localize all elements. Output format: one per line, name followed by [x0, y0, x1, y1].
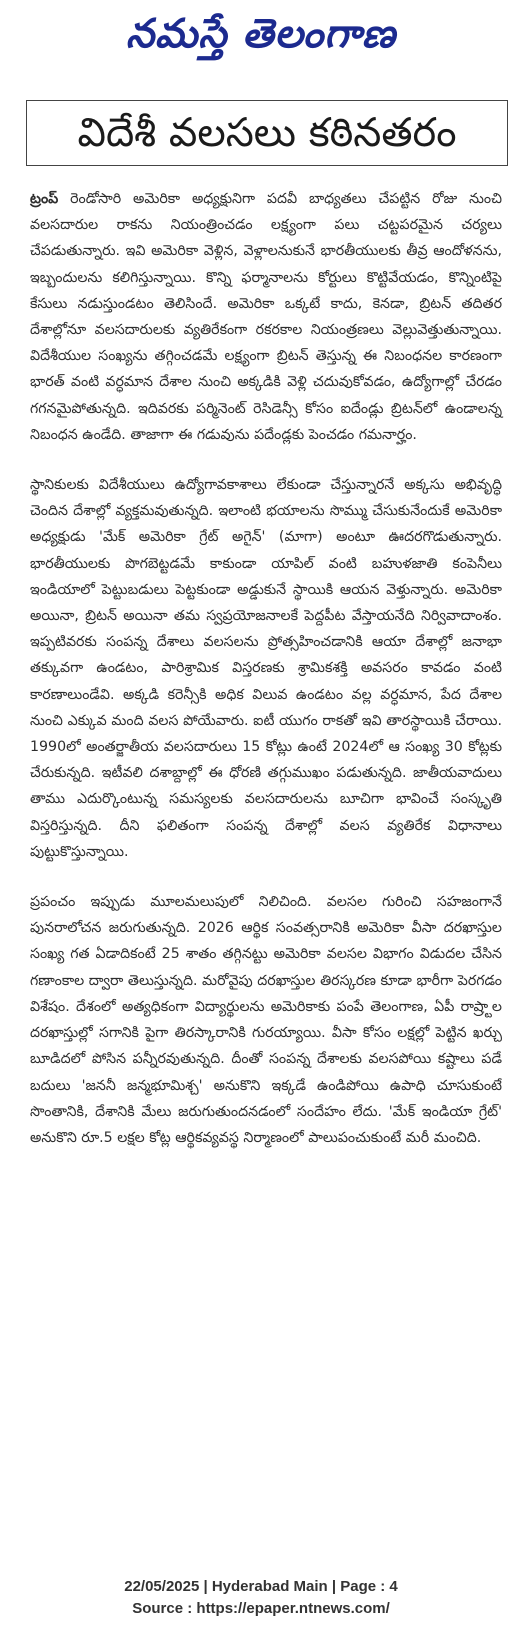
masthead-logo: నమస్తే తెలంగాణ: [125, 10, 397, 57]
paragraph-2: స్థానికులకు విదేశీయులు ఉద్యోగావకాశాలు లేకుండా చేస్తున్నారనే అక్కసు అభివృద్ధి చెందిన దేశాల్లో వ్యక్తమవుతున్నది. ఇలాంటి భయాలను సొమ్ము చేసుకునేందుకే అమెరికా అధ్యక్షుడు 'మేక్ అమెరికా గ్రేట్ అగైన్' (మాగా) అంటూ ఊదరగొడుతున్నారు. భారతీయులకు పొగబెట్టడమే కాకుండా యాపిల్ వంటి బహుళజాతి కంపెనీలు ఇండియాలో పెట్టుబడులు పెట్టకుండా అడ్డుకునే స్థాయికి ఆయన వెళ్తున్నారు. అమెరికా అయినా, బ్రిటన్ అయినా తమ స్వప్రయోజనాలకే పెద్దపీట వేస్తాయనేది నిర్వివాదాంశం. ఇప్పటివరకు సంపన్న దేశాలు వలసలను ప్రోత్సహించడానికి ఆయా దేశాల్లో జనాభా తక్కువగా ఉండటం, పారిశ్రామిక విస్తరణకు శ్రామికశక్తి అవసరం కావడం వంటి కారణాలుండేవి. అక్కడి కరెన్సీకి అధిక విలువ ఉండటం వల్ల వర్ధమాన, పేద దేశాల నుంచి ఎక్కువ మంది వలస పోయేవారు. ఐటీ యుగం రాకతో ఇవి తారస్థాయికి చేరాయి. 1990లో అంతర్జాతీయ వలసదారులు 15 కోట్లు ఉంటే 2024లో ఆ సంఖ్య 30 కోట్లకు చేరుకున్నది. ఇటీవలి దశాబ్దాల్లో ఈ ధోరణి తగ్గుముఖం పడుతున్నది. జాతీయవాదులు తాము ఎదుర్కొంటున్న సమస్యలకు వలసదారులను బూచిగా భావించే సంస్కృతి విస్తరిస్తున్నది. దీని ఫలితంగా సంపన్న దేశాల్లో వలస వ్యతిరేక విధానాలు పుట్టుకొస్తున్నాయి.: [30, 477, 502, 860]
headline: విదేశీ వలసలు కఠినతరం: [26, 100, 508, 166]
paragraph-1-text: రెండోసారి అమెరికా అధ్యక్షునిగా పదవీ బాధ్యతలు చేపట్టిన రోజు నుంచి వలసదారుల రాకను నియంత్రించడం లక్ష్యంగా పలు చట్టపరమైన చర్యలు చేపడుతున్నారు. ఇవి అమెరికా వెళ్లిన, వెళ్లాలనుకునే భారతీయులకు తీవ్ర ఆందోళనను, ఇబ్బందులను కలిగిస్తున్నాయి. కొన్ని ఫర్మానాలను కోర్టులు కొట్టివేయడం, కొన్నింటిపై కేసులు నడుస్తుండటం తెలిసిందే. అమెరికా ఒక్కటే కాదు, కెనడా, బ్రిటన్ తదితర దేశాల్లోనూ వలసదారులకు వ్యతిరేకంగా రకరకాల నియంత్రణలు వెల్లువెత్తుతున్నాయి. విదేశీయుల సంఖ్యను తగ్గించడమే లక్ష్యంగా బ్రిటన్ తెస్తున్న ఈ నిబంధనల కారణంగా భారత్ వంటి వర్ధమాన దేశాల నుంచి అక్కడికి వెళ్లి చదువుకోవడం, ఉద్యోగాల్లో చేరడం గగనమైపోతున్నది. ఇదివరకు పర్మినెంట్ రెసిడెన్సీ కోసం ఐదేండ్లు బ్రిటన్‌లో ఉండాలన్న నిబంధన ఉండేది. తాజాగా ఈ గడువును పదేండ్లకు పెంచడం గమనార్హం.: [30, 191, 502, 443]
footer-edition-info: 22/05/2025 | Hyderabad Main | Page : 4: [124, 1578, 398, 1595]
paragraph-3: ప్రపంచం ఇప్పుడు మూలమలుపులో నిలిచింది. వలసల గురించి సహజంగానే పునరాలోచన జరుగుతున్నది. 2026 ఆర్థిక సంవత్సరానికి అమెరికా వీసా దరఖాస్తుల సంఖ్య గత ఏడాదికంటే 25 శాతం తగ్గినట్టు అమెరికా వలసల విభాగం విడుదల చేసిన గణాంకాల ద్వారా తెలుస్తున్నది. మరోవైపు దరఖాస్తుల తిరస్కరణ కూడా భారీగా పెరగడం విశేషం. దేశంలో అత్యధికంగా విద్యార్థులను అమెరికాకు పంపే తెలంగాణ, ఏపీ రాష్ర్టాల దరఖాస్తుల్లో సగానికి పైగా తిరస్కారానికి గురయ్యాయి. వీసా కోసం లక్షల్లో పెట్టిన ఖర్చు బూడిదలో పోసిన పన్నీరవుతున్నది. దీంతో సంపన్న దేశాలకు వలసపోయి కష్టాలు పడే బదులు 'జననీ జన్మభూమిశ్చ' అనుకొని ఇక్కడే ఉండిపోయి ఉపాధి చూసుకుంటే సొంతానికి, దేశానికి మేలు జరుగుతుందనడంలో సందేహం లేదు. 'మేక్ ఇండియా గ్రేట్' అనుకొని రూ.5 లక్షల కోట్ల ఆర్థికవ్యవస్థ నిర్మాణంలో పాలుపంచుకుంటే మరీ మంచిది.: [30, 894, 502, 1146]
paragraph-1: [30, 186, 502, 448]
article-body: [30, 186, 502, 1175]
footer-source-link[interactable]: Source : https://epaper.ntnews.com/: [132, 1600, 390, 1617]
paragraph-1-lead-word: ట్రంప్: [30, 191, 59, 207]
